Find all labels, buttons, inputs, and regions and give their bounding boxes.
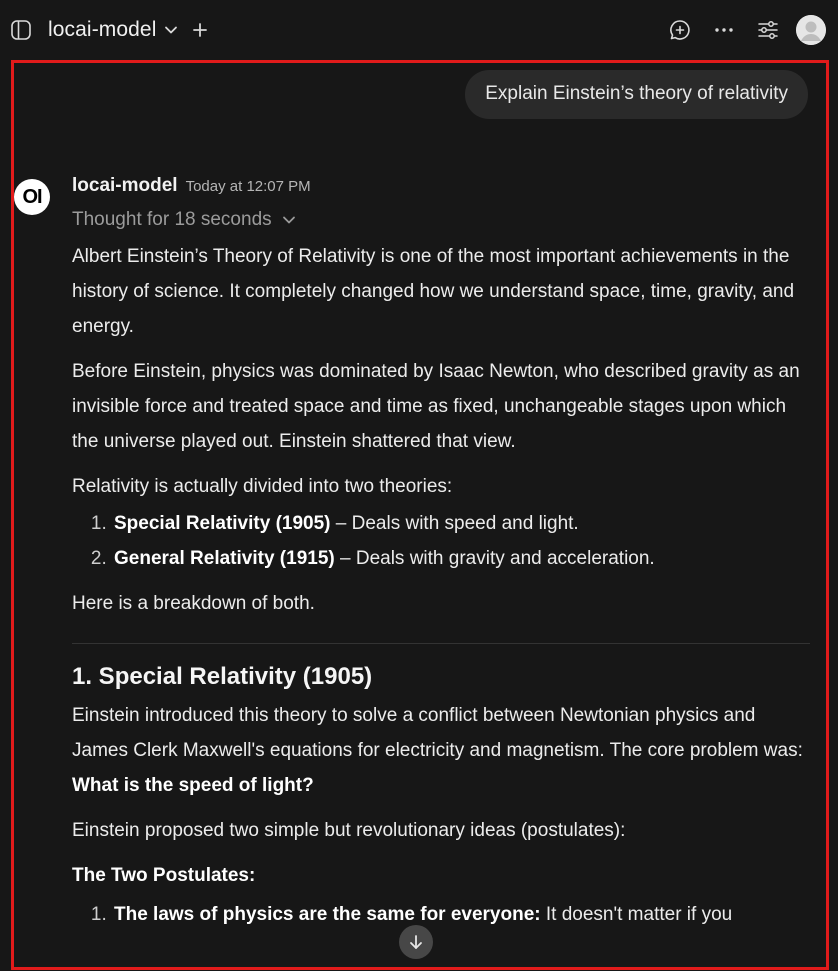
- sliders-icon[interactable]: [754, 16, 782, 44]
- model-name: locai-model: [48, 18, 157, 41]
- theories-list: [72, 506, 810, 576]
- list-item: [112, 541, 810, 576]
- chevron-down-icon: [282, 213, 296, 227]
- message-author: locai-model: [72, 175, 178, 196]
- list-item-title: General Relativity (1915): [114, 548, 335, 569]
- new-chat-icon[interactable]: [666, 16, 694, 44]
- list-item: [112, 897, 810, 932]
- user-avatar[interactable]: [796, 15, 826, 45]
- more-horizontal-icon[interactable]: [710, 16, 738, 44]
- divider: [72, 643, 810, 644]
- list-item-desc: – Deals with gravity and acceleration.: [334, 548, 655, 569]
- top-actions: [650, 15, 826, 45]
- paragraph: [72, 698, 810, 803]
- section-heading: 1. Special Relativity (1905): [72, 663, 373, 690]
- list-item-desc: – Deals with speed and light.: [330, 513, 579, 534]
- message-body: [72, 239, 810, 932]
- user-message: Explain Einstein’s theory of relativity: [465, 70, 808, 119]
- paragraph: Before Einstein, physics was dominated by Isaac Newton, who described gravity as an invisible force and treated space and time as fixed, unchangeable stages upon which the universe played out. Einstein shattered that view.: [72, 361, 800, 452]
- subheading: The Two Postulates:: [72, 865, 256, 886]
- list-item-title: The laws of physics are the same for everyone:: [114, 904, 541, 925]
- list-item-desc: It doesn't matter if you: [540, 904, 733, 925]
- paragraph-text: Einstein introduced this theory to solve a conflict between Newtonian physics and James Clerk Maxwell's equations for electricity and magnetism. The core problem was:: [72, 705, 803, 761]
- paragraph: Albert Einstein’s Theory of Relativity is one of the most important achievements in the history of science. It completely changed how we understand space, time, gravity, and energy.: [72, 246, 795, 337]
- message-content: [72, 175, 810, 942]
- paragraph: Relativity is actually divided into two theories:: [72, 476, 453, 497]
- list-item: [112, 506, 810, 541]
- model-selector[interactable]: [48, 18, 178, 42]
- top-bar: [0, 0, 838, 60]
- chevron-down-icon: [164, 23, 178, 37]
- message-header: [72, 175, 810, 201]
- sidebar-toggle-icon[interactable]: [8, 17, 34, 43]
- list-item-title: Special Relativity (1905): [114, 513, 331, 534]
- add-model-button[interactable]: [190, 20, 210, 40]
- plus-icon: [192, 22, 208, 38]
- paragraph-bold: What is the speed of light?: [72, 775, 314, 796]
- message-timestamp: Today at 12:07 PM: [185, 178, 311, 195]
- chat-area[interactable]: [14, 63, 826, 967]
- thought-toggle[interactable]: [72, 207, 810, 233]
- thought-label: Thought for 18 seconds: [72, 209, 272, 230]
- paragraph: Einstein proposed two simple but revolutionary ideas (postulates):: [72, 820, 626, 841]
- arrow-down-icon: [407, 933, 425, 951]
- bot-avatar: OI: [14, 179, 50, 215]
- postulates-list: [72, 897, 810, 932]
- paragraph: Here is a breakdown of both.: [72, 593, 315, 614]
- scroll-to-bottom-button[interactable]: [399, 925, 433, 959]
